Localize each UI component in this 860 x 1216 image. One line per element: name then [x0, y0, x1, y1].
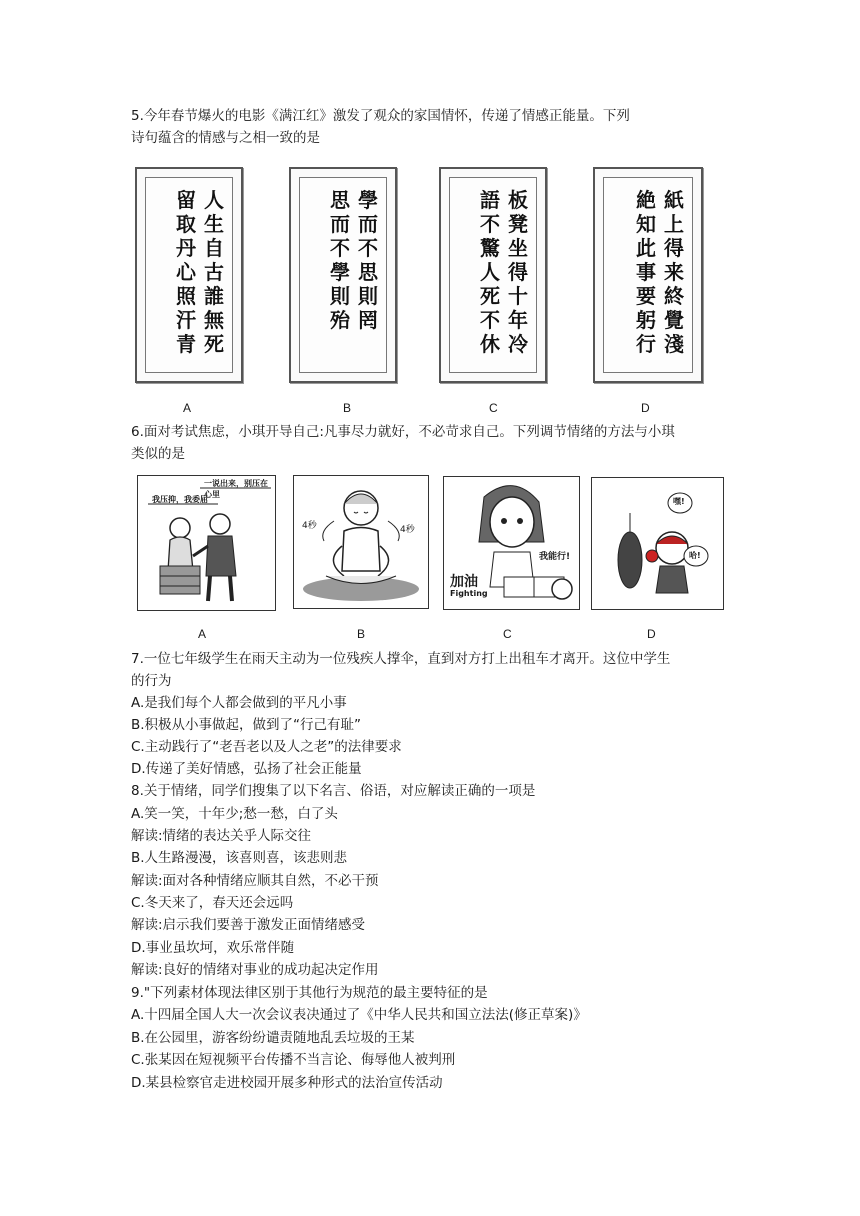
q9-option-a: A.十四届全国人大一次会议表决通过了《中华人民共和国立法法(修正草案)》	[131, 1007, 587, 1023]
panel-c-i-can: 我能行!	[539, 552, 571, 562]
q5-option-c-label: C	[489, 401, 498, 415]
q7-option-b: B.积极从小事做起，做到了“行己有耻”	[131, 717, 362, 733]
q7-option-d: D.传递了美好情感，弘扬了社会正能量	[131, 761, 362, 777]
scroll-d-left-column: 絶知此事要躬行	[636, 188, 656, 356]
panel-a-caption-2: 我压抑，我委屈	[152, 495, 208, 504]
q9-option-b: B.在公园里，游客纷纷谴责随地乱丢垃圾的王某	[131, 1030, 415, 1046]
q8-stem: 8.关于情绪，同学们搜集了以下名言、俗语，对应解读正确的一项是	[131, 783, 536, 799]
q7-option-a: A.是我们每个人都会做到的平凡小事	[131, 695, 347, 711]
scroll-a-right-column: 人生自古誰無死	[204, 188, 224, 356]
panel-a-caption-1: 一说出来，别压在心里	[204, 479, 268, 499]
q8-line-c: C.冬天来了，春天还会远吗	[131, 895, 294, 911]
panel-c-fighting: Fighting	[450, 589, 488, 598]
calligraphy-scroll-c	[439, 167, 547, 383]
q6-option-d-label: D	[647, 627, 656, 641]
q8-line-b-explain: 解读:面对各种情绪应顺其自然，不必干预	[131, 873, 379, 889]
panel-b-right-timer: 4秒	[400, 525, 415, 535]
cartoon-panel-a	[137, 475, 276, 611]
q6-option-a-label: A	[198, 627, 207, 641]
q6-stem-line2: 类似的是	[131, 446, 185, 462]
q9-option-c: C.张某因在短视频平台传播不当言论、侮辱他人被判刑	[131, 1052, 456, 1068]
q5-option-a-label: A	[183, 401, 192, 415]
q5-option-d-label: D	[641, 401, 650, 415]
cartoon-panel-c	[443, 476, 580, 610]
q7-stem-line1: 7.一位七年级学生在雨天主动为一位残疾人撑伞，直到对方打上出租车才离开。这位中学生	[131, 651, 671, 667]
q5-stem-line1: 5.今年春节爆火的电影《满江红》激发了观众的家国情怀，传递了情感正能量。下列	[131, 108, 630, 124]
calligraphy-scroll-b	[289, 167, 397, 383]
q7-option-c: C.主动践行了“老吾老以及人之老”的法律要求	[131, 739, 402, 755]
calligraphy-scroll-d	[593, 167, 703, 383]
q5-option-b-label: B	[343, 401, 352, 415]
q8-line-b: B.人生路漫漫，该喜则喜，该悲则悲	[131, 850, 348, 866]
q8-line-d: D.事业虽坎坷，欢乐常伴随	[131, 940, 295, 956]
q6-option-b-label: B	[357, 627, 366, 641]
scroll-d-right-column: 紙上得来終覺淺	[664, 188, 684, 356]
cartoon-panel-d	[591, 477, 724, 610]
q7-stem-line2: 的行为	[131, 673, 172, 689]
q9-option-d: D.某县检察官走进校园开展多种形式的法治宣传活动	[131, 1075, 443, 1091]
panel-d-shout-2: 哈!	[689, 551, 701, 560]
scroll-a-left-column: 留取丹心照汗青	[176, 188, 196, 356]
scroll-b-left-column: 思而不學則殆	[330, 188, 350, 332]
q5-stem-line2: 诗句蕴含的情感与之相一致的是	[131, 130, 320, 146]
panel-c-jiayou: 加油	[450, 574, 478, 590]
panel-b-left-timer: 4秒	[302, 521, 317, 531]
cartoon-panel-b	[293, 475, 429, 609]
scroll-c-right-column: 板凳坐得十年冷	[508, 188, 528, 356]
panel-d-shout-1: 嘿!	[673, 497, 685, 506]
calligraphy-scroll-a	[135, 167, 243, 383]
scroll-c-left-column: 語不驚人死不休	[480, 188, 500, 356]
scroll-b-right-column: 學而不思則罔	[358, 188, 378, 332]
q8-line-d-explain: 解读:良好的情绪对事业的成功起决定作用	[131, 962, 379, 978]
q8-line-a-explain: 解读:情绪的表达关乎人际交往	[131, 828, 312, 844]
q6-stem-line1: 6.面对考试焦虑，小琪开导自己:凡事尽力就好，不必苛求自己。下列调节情绪的方法与小琪	[131, 424, 675, 440]
q9-stem: 9."下列素材体现法律区别于其他行为规范的最主要特征的是	[131, 985, 488, 1001]
q8-line-a: A.笑一笑，十年少;愁一愁，白了头	[131, 806, 338, 822]
q8-line-c-explain: 解读:启示我们要善于激发正面情绪感受	[131, 917, 366, 933]
q6-option-c-label: C	[503, 627, 512, 641]
